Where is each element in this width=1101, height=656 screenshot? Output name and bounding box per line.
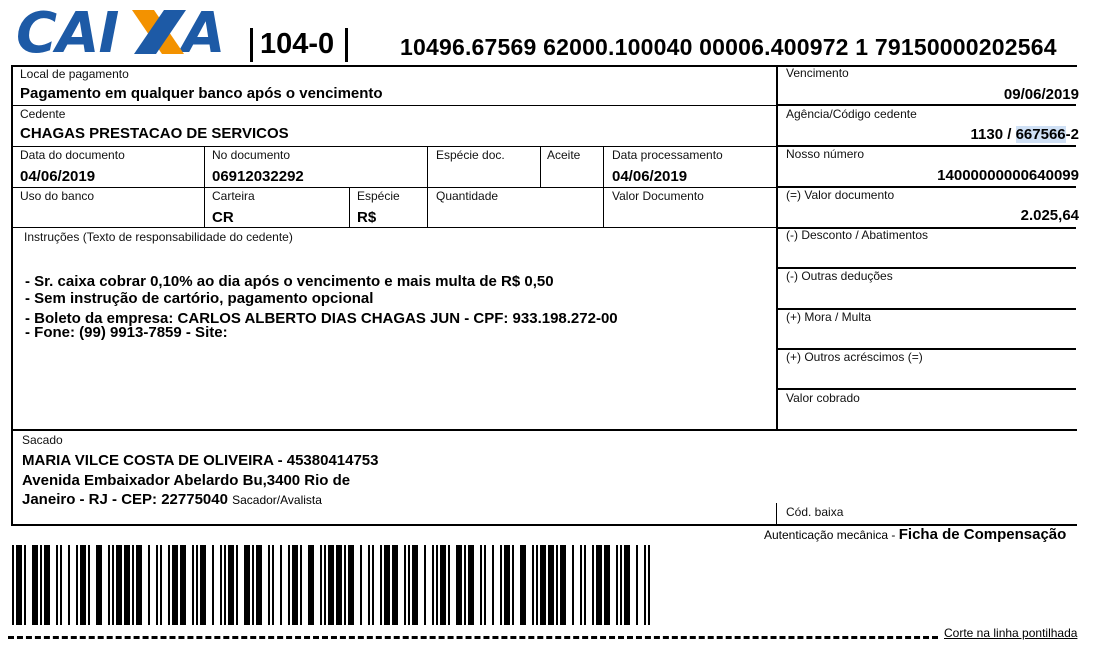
- barcode-bar: [456, 545, 462, 625]
- barcode-bar: [168, 545, 170, 625]
- barcode-bar: [500, 545, 502, 625]
- barcode-bar: [32, 545, 38, 625]
- barcode-bar: [540, 545, 546, 625]
- barcode-bar: [328, 545, 334, 625]
- sacador-avalista-label: Sacador/Avalista: [232, 493, 322, 507]
- barcode-bar: [604, 545, 610, 625]
- outras-deducoes-label: (-) Outras deduções: [786, 269, 893, 283]
- barcode-bar: [280, 545, 282, 625]
- barcode-bar: [24, 545, 26, 625]
- barcode-bar: [148, 545, 150, 625]
- barcode-bar: [180, 545, 186, 625]
- instrucoes-label: Instruções (Texto de responsabilidade do cedente): [24, 230, 293, 244]
- barcode-bar: [40, 545, 42, 625]
- caixa-x-mark: [132, 10, 186, 54]
- right-divider-1: [776, 104, 1076, 106]
- barcode-bar: [324, 545, 326, 625]
- barcode-bar: [592, 545, 594, 625]
- bank-code-right-bar: [345, 28, 348, 62]
- barcode-bar: [292, 545, 298, 625]
- barcode-bar: [224, 545, 226, 625]
- barcode-bar: [360, 545, 362, 625]
- data-documento-label: Data do documento: [20, 148, 125, 162]
- barcode-bar: [300, 545, 302, 625]
- barcode-bar: [380, 545, 382, 625]
- row3-v2: [427, 146, 428, 228]
- barcode-bar: [160, 545, 162, 625]
- left-border: [11, 65, 13, 429]
- barcode-bar: [512, 545, 514, 625]
- instrucao-line-4: - Fone: (99) 9913-7859 - Site:: [25, 324, 228, 341]
- barcode-bar: [596, 545, 602, 625]
- barcode-bar: [320, 545, 322, 625]
- barcode-bar: [504, 545, 510, 625]
- nosso-numero-label: Nosso número: [786, 147, 865, 161]
- barcode-bar: [256, 545, 262, 625]
- cod-baixa-divider: [776, 503, 777, 524]
- barcode-bar: [288, 545, 290, 625]
- especie-label: Espécie: [357, 189, 400, 203]
- barcode-bar: [132, 545, 134, 625]
- cedente-value: CHAGAS PRESTACAO DE SERVICOS: [20, 125, 289, 142]
- barcode-bar: [112, 545, 114, 625]
- carteira-label: Carteira: [212, 189, 255, 203]
- local-pagamento-label: Local de pagamento: [20, 67, 129, 81]
- barcode-bar: [492, 545, 494, 625]
- barcode-bar: [76, 545, 78, 625]
- barcode-bar: [624, 545, 630, 625]
- barcode-bar: [368, 545, 370, 625]
- barcode-bar: [116, 545, 122, 625]
- dotted-cut-line: [8, 636, 938, 639]
- barcode-bar: [344, 545, 346, 625]
- right-divider-8: [776, 388, 1076, 390]
- barcode-bar: [252, 545, 254, 625]
- barcode-bar: [464, 545, 466, 625]
- barcode-bar: [548, 545, 554, 625]
- barcode-bar: [648, 545, 650, 625]
- agencia-prefix: 1130 /: [970, 126, 1016, 143]
- bank-code-left-bar: [250, 28, 253, 62]
- vencimento-value: 09/06/2019: [1003, 86, 1079, 103]
- valor-documento-mid-label: Valor Documento: [612, 189, 704, 203]
- bank-code: 104-0: [260, 28, 335, 60]
- row3-v1: [204, 146, 205, 228]
- corte-linha-label: Corte na linha pontilhada: [944, 626, 1078, 640]
- svg-text:A: A: [182, 4, 226, 58]
- autenticacao-mecanica: [764, 526, 1066, 543]
- row4-v1: [349, 187, 350, 228]
- barcode-bar: [532, 545, 534, 625]
- barcode-bar: [372, 545, 374, 625]
- mora-multa-label: (+) Mora / Multa: [786, 310, 872, 324]
- barcode-bar: [228, 545, 234, 625]
- barcode-bar: [432, 545, 434, 625]
- sacado-top-border: [11, 429, 1077, 431]
- agencia-value: [971, 126, 1079, 143]
- nosso-numero-value: 14000000000640099: [937, 167, 1079, 184]
- barcode-bar: [408, 545, 410, 625]
- barcode-bar: [212, 545, 214, 625]
- especie-value: R$: [357, 209, 377, 226]
- numero-documento-label: No documento: [212, 148, 291, 162]
- row3-v3: [540, 146, 541, 187]
- instrucao-line-2: - Sem instrução de cartório, pagamento opcional: [25, 290, 374, 307]
- barcode-bar: [424, 545, 426, 625]
- barcode-bar: [156, 545, 158, 625]
- outros-acrescimos-label: (+) Outros acréscimos (=): [786, 350, 923, 364]
- barcode-bar: [348, 545, 354, 625]
- valor-cobrado-label: Valor cobrado: [786, 391, 860, 405]
- barcode-bar: [68, 545, 70, 625]
- barcode-bar: [268, 545, 270, 625]
- barcode-bar: [236, 545, 238, 625]
- barcode-bar: [44, 545, 50, 625]
- ficha-compensacao-label: Ficha de Compensação: [898, 526, 1067, 543]
- barcode-bar: [644, 545, 646, 625]
- sacado-label: Sacado: [22, 433, 63, 447]
- barcode-bar: [336, 545, 342, 625]
- sacado-line-1: MARIA VILCE COSTA DE OLIVEIRA - 45380414753: [22, 452, 379, 469]
- barcode-bar: [468, 545, 474, 625]
- barcode-bar: [200, 545, 206, 625]
- row-divider-3: [11, 187, 776, 188]
- local-pagamento-value: Pagamento em qualquer banco após o vencimento: [20, 85, 383, 102]
- sacado-line-3: [22, 489, 322, 511]
- barcode-bar: [172, 545, 178, 625]
- sacado-line-3-text: Janeiro - RJ - CEP: 22775040: [22, 491, 228, 508]
- barcode-bar: [108, 545, 110, 625]
- autenticacao-label: Autenticação mecânica -: [764, 528, 896, 542]
- especie-doc-label: Espécie doc.: [436, 148, 505, 162]
- barcode-bar: [244, 545, 250, 625]
- barcode-bar: [96, 545, 102, 625]
- caixa-logo: [14, 4, 244, 58]
- barcode-bar: [572, 545, 574, 625]
- barcode-bar: [392, 545, 398, 625]
- aceite-label: Aceite: [547, 148, 581, 162]
- barcode-bar: [440, 545, 446, 625]
- desconto-label: (-) Desconto / Abatimentos: [786, 228, 929, 242]
- barcode-bar: [584, 545, 586, 625]
- barcode-bar: [484, 545, 486, 625]
- barcode-bar: [480, 545, 482, 625]
- cedente-label: Cedente: [20, 107, 66, 121]
- instrucao-line-3: - Boleto da empresa: CARLOS ALBERTO DIAS CHAGAS JUN - CPF: 933.198.272-00: [25, 310, 618, 327]
- agencia-label: Agência/Código cedente: [786, 107, 917, 121]
- barcode-bar: [536, 545, 538, 625]
- barcode-bar: [220, 545, 222, 625]
- barcode-bar: [12, 545, 14, 625]
- barcode-bar: [436, 545, 438, 625]
- barcode-bar: [636, 545, 638, 625]
- barcode-bar: [124, 545, 130, 625]
- svg-text:CAI: CAI: [16, 4, 119, 58]
- barcode-bar: [192, 545, 194, 625]
- row-divider-1: [11, 105, 776, 106]
- barcode-bar: [272, 545, 274, 625]
- agencia-suffix: -2: [1065, 126, 1079, 143]
- barcode-bar: [560, 545, 566, 625]
- barcode-bar: [60, 545, 62, 625]
- barcode-bar: [56, 545, 58, 625]
- barcode-bar: [80, 545, 86, 625]
- sacado-left-border: [11, 429, 13, 525]
- vencimento-label: Vencimento: [786, 66, 849, 80]
- quantidade-label: Quantidade: [436, 189, 499, 203]
- instrucao-line-1: - Sr. caixa cobrar 0,10% ao dia após o vencimento e mais multa de R$ 0,50: [25, 273, 554, 290]
- barcode-bar: [16, 545, 22, 625]
- sacado-line-2: Avenida Embaixador Abelardo Bu,3400 Rio de: [22, 472, 351, 489]
- top-border: [11, 65, 1077, 67]
- barcode-bar: [616, 545, 618, 625]
- barcode-bar: [404, 545, 406, 625]
- valor-documento-label: (=) Valor documento: [786, 188, 895, 202]
- data-processamento-label: Data processamento: [612, 148, 723, 162]
- barcode-bar: [556, 545, 558, 625]
- barcode-bar: [412, 545, 418, 625]
- barcode-bar: [196, 545, 198, 625]
- carteira-value: CR: [212, 209, 234, 226]
- barcode-bar: [384, 545, 390, 625]
- barcode-bar: [136, 545, 142, 625]
- row3-v4: [603, 146, 604, 228]
- row-divider-2: [11, 146, 776, 147]
- barcode-bar: [620, 545, 622, 625]
- row-divider-4: [11, 227, 776, 228]
- data-documento-value: 04/06/2019: [20, 168, 96, 185]
- valor-documento-value: 2.025,64: [1020, 207, 1079, 224]
- uso-banco-label: Uso do banco: [20, 189, 95, 203]
- barcode-bar: [88, 545, 90, 625]
- cod-baixa-label: Cód. baixa: [786, 505, 844, 519]
- barcode-bar: [520, 545, 526, 625]
- barcode: [12, 545, 652, 625]
- data-processamento-value: 04/06/2019: [612, 168, 688, 185]
- numero-documento-value: 06912032292: [212, 168, 304, 185]
- barcode-bar: [308, 545, 314, 625]
- right-column-divider: [776, 65, 778, 429]
- agencia-code-highlight: 667566: [1015, 126, 1066, 143]
- linha-digitavel: 10496.67569 62000.100040 00006.400972 1 79150000202564: [400, 34, 1057, 60]
- barcode-bar: [448, 545, 450, 625]
- barcode-bar: [580, 545, 582, 625]
